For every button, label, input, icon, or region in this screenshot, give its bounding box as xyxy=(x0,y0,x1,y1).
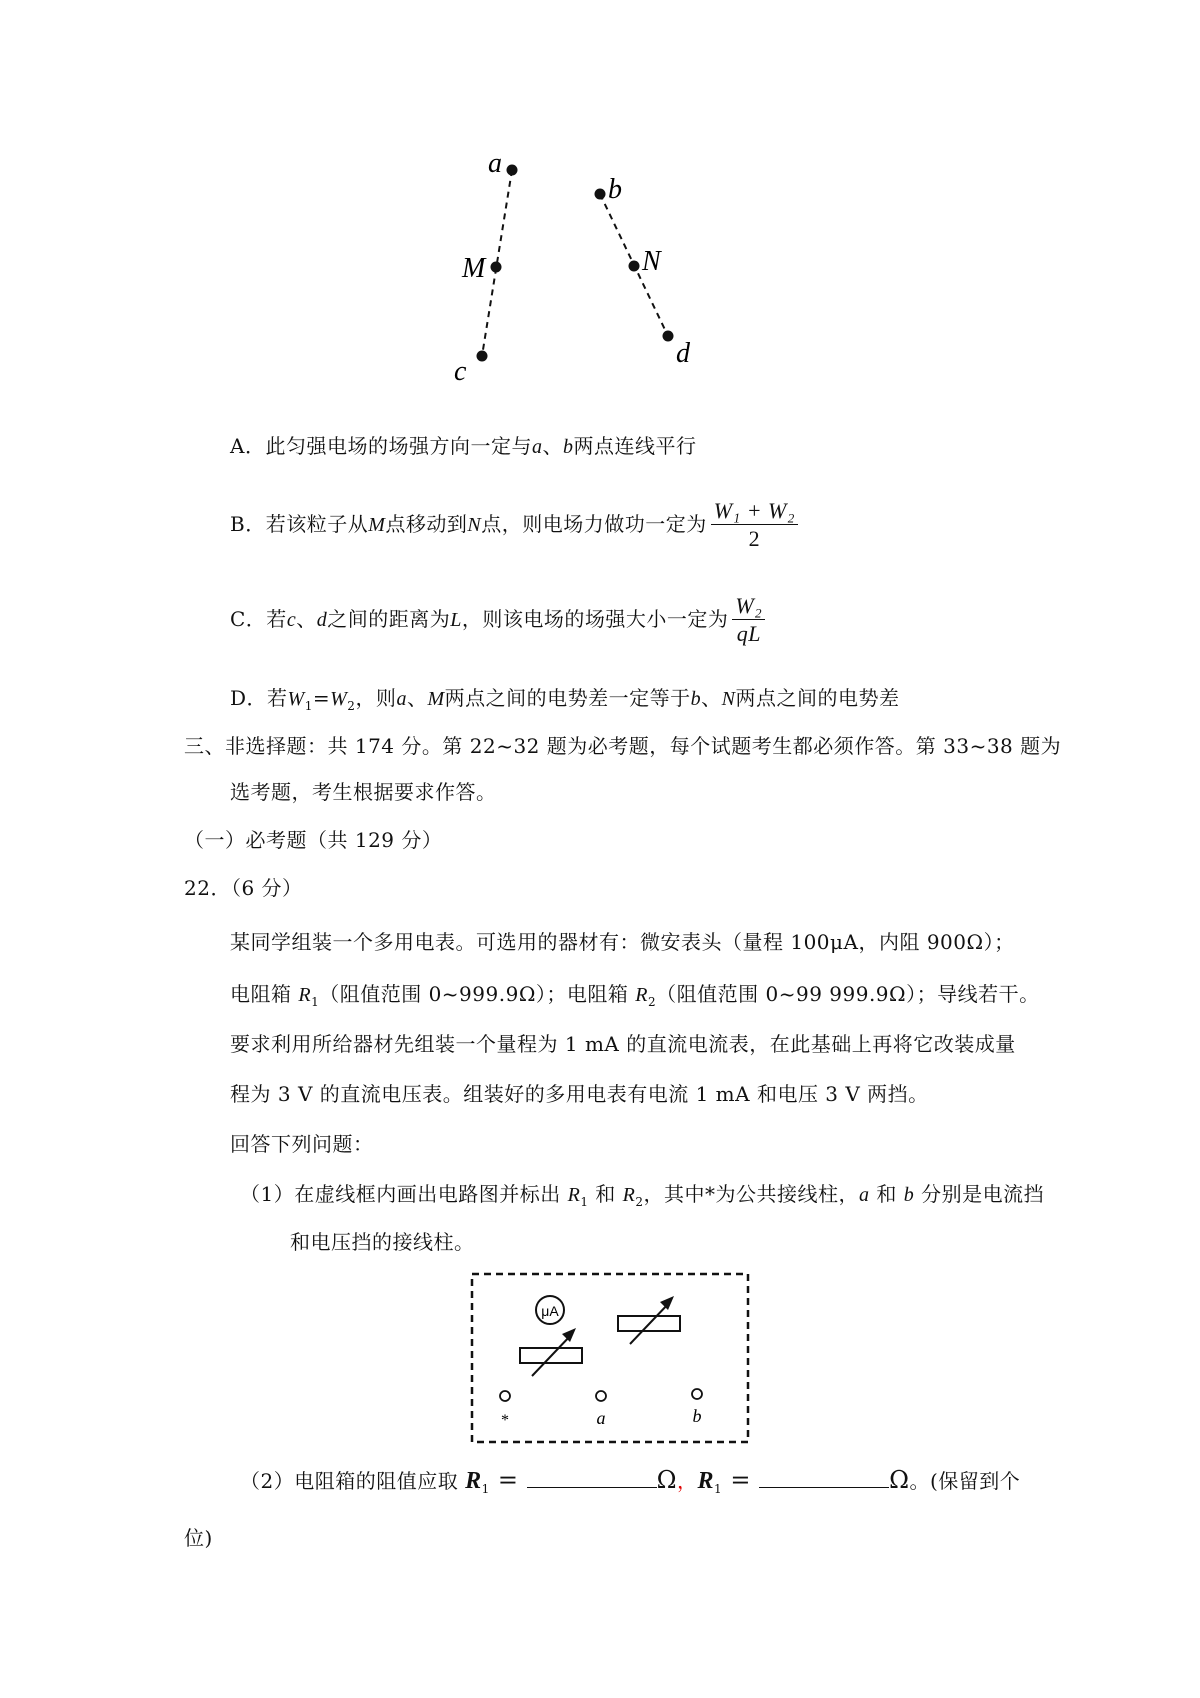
terminal-common xyxy=(500,1391,510,1401)
label-c: c xyxy=(454,356,467,387)
answer-blank-r1[interactable] xyxy=(527,1467,657,1488)
option-d: D．若$W_1=W_2$，则a、M两点之间的电势差一定等于b、N两点之间的电势差 xyxy=(230,686,900,713)
field-points-figure xyxy=(440,140,740,400)
terminal-common-label: * xyxy=(501,1412,509,1429)
label-a: a xyxy=(488,148,502,179)
field-strength-fraction: $\frac{\text{W₂}}{qL}$ xyxy=(732,593,765,648)
point-n xyxy=(629,261,640,272)
q22-para-4: 程为 3 V 的直流电压表。组装好的多用电表有电流 1 mA 和电压 3 V 两挡。 xyxy=(230,1082,929,1106)
label-b: b xyxy=(608,174,622,205)
point-c xyxy=(477,351,488,362)
section-3-line-1: 三、非选择题：共 174 分。第 22~32 题为必考题，每个试题考生都必须作答。第 33~38 题为 xyxy=(184,734,1062,758)
option-b: B．若该粒子从M点移动到N点，则电场力做功一定为 $\frac{\text{W₁ + W₂}}{2}$ xyxy=(230,498,798,553)
q22-sub-2: （2）电阻箱的阻值应取 $R_1 = \Omega$，$R_1 = \Omega$。(保留到个 xyxy=(240,1466,1021,1496)
q22-sub-1-cont: 和电压挡的接线柱。 xyxy=(290,1230,475,1254)
microammeter-label: μA xyxy=(541,1303,559,1319)
point-a xyxy=(507,165,518,176)
point-b xyxy=(595,189,606,200)
q22-heading: 22．（6 分） xyxy=(184,876,303,900)
terminal-b-label: b xyxy=(692,1406,702,1426)
q22-para-1: 某同学组装一个多用电表。可选用的器材有：微安表头（量程 100μA，内阻 900Ω）； xyxy=(230,930,1015,954)
q22-para-3: 要求利用所给器材先组装一个量程为 1 mA 的直流电流表，在此基础上再将它改装成量 xyxy=(230,1032,1016,1056)
q22-para-2: 电阻箱 $R_1$（阻值范围 0~999.9Ω）；电阻箱 $R_2$（阻值范围 0~99 999.9Ω）；导线若干。 xyxy=(230,982,1040,1009)
label-d: d xyxy=(676,338,690,369)
point-m xyxy=(491,262,502,273)
work-average-fraction: $\frac{\text{W₁ + W₂}}{2}$ xyxy=(711,498,798,553)
terminal-a-label: a xyxy=(596,1408,606,1428)
option-c: C．若c、d之间的距离为L，则该电场的场强大小一定为 $\frac{\text{W₂}}{qL}$ xyxy=(230,593,765,648)
variable-arrow-2-icon xyxy=(630,1302,670,1344)
terminal-a xyxy=(596,1391,606,1401)
q22-sub-1: （1）在虚线框内画出电路图并标出 $R_1$ 和 $R_2$，其中*为公共接线柱，a 和 b 分别是电流挡 xyxy=(240,1182,1045,1209)
dashed-frame xyxy=(472,1274,748,1442)
q22-para-5: 回答下列问题： xyxy=(230,1132,374,1156)
point-d xyxy=(663,331,674,342)
arrow-head-2-icon xyxy=(660,1296,674,1310)
option-a: A．此匀强电场的场强方向一定与a、b两点连线平行 xyxy=(230,434,697,458)
terminal-b xyxy=(692,1389,702,1399)
section-3-subheading: （一）必考题（共 129 分） xyxy=(184,828,443,852)
q22-sub-2-cont: 位) xyxy=(184,1526,213,1550)
label-n: N xyxy=(642,246,661,277)
variable-arrow-1-icon xyxy=(532,1334,572,1376)
arrow-head-1-icon xyxy=(562,1328,576,1342)
label-m: M xyxy=(462,253,486,284)
answer-blank-r2[interactable] xyxy=(759,1467,889,1488)
section-3-line-2: 选考题，考生根据要求作答。 xyxy=(230,780,497,804)
circuit-dashed-box xyxy=(470,1272,750,1444)
